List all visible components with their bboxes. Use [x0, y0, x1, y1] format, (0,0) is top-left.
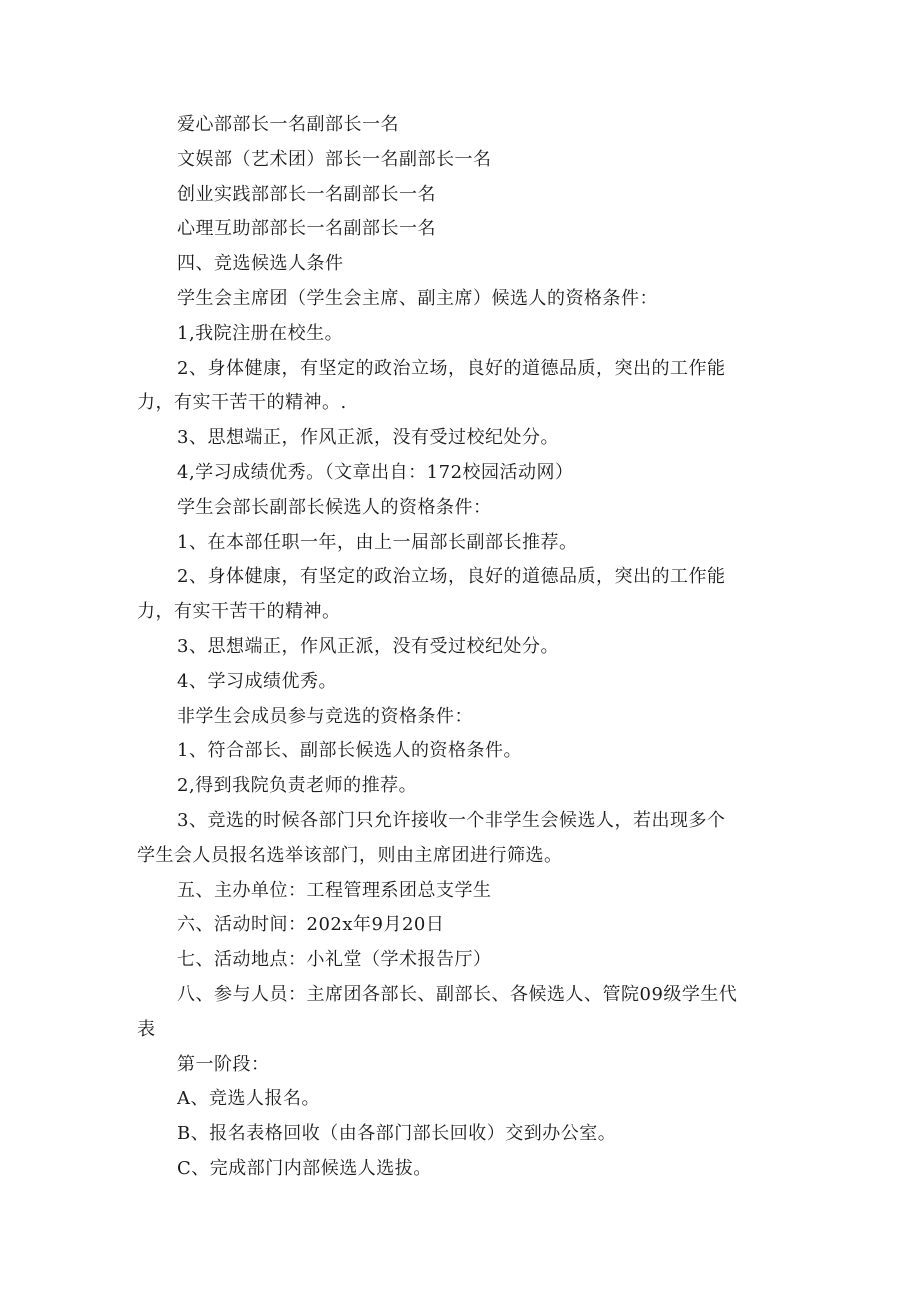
text-line: 3、竞选的时候各部门只允许接收一个非学生会候选人，若出现多个 [177, 809, 726, 831]
text-line: 学生会部长副部长候选人的资格条件： [177, 496, 492, 518]
text-line: 4、学习成绩优秀。 [177, 670, 337, 692]
text-line: 2、身体健康，有坚定的政治立场，良好的道德品质，突出的工作能 [177, 566, 726, 588]
text-line: 四、竞选候选人条件 [177, 253, 344, 275]
text-line: B、报名表格回收（由各部门部长回收）交到办公室。 [177, 1123, 617, 1145]
text-line: 文娱部（艺术团）部长一名副部长一名 [177, 148, 492, 170]
text-line: 八、参与人员：主席团各部长、副部长、各候选人、管院09级学生代 [177, 983, 738, 1005]
text-line: 2、身体健康，有坚定的政治立场，良好的道德品质，突出的工作能 [177, 357, 726, 379]
text-line: 力，有实干苦干的精神。. [137, 392, 347, 414]
text-line: 六、活动时间：202x年9月20日 [177, 914, 445, 936]
text-line: 3、思想端正，作风正派，没有受过校纪处分。 [177, 427, 559, 449]
text-line: 表 [137, 1018, 156, 1040]
text-line: 1、在本部任职一年，由上一届部长副部长推荐。 [177, 531, 578, 553]
text-line: 五、主办单位：工程管理系团总支学生 [177, 879, 492, 901]
text-line: 心理互助部部长一名副部长一名 [177, 218, 436, 240]
text-line: 2,得到我院负责老师的推荐。 [177, 775, 418, 797]
text-line: 非学生会成员参与竞选的资格条件： [177, 705, 473, 727]
text-line: C、完成部门内部候选人选拔。 [177, 1157, 432, 1179]
text-line: 4,学习成绩优秀。（文章出自：172校园活动网） [177, 461, 574, 483]
text-line: 1,我院注册在校生。 [177, 322, 344, 344]
document-body [137, 108, 787, 1187]
text-line: 七、活动地点：小礼堂（学术报告厅） [177, 949, 492, 971]
text-line: 学生会主席团（学生会主席、副主席）候选人的资格条件： [177, 287, 658, 309]
text-line: A、竞选人报名。 [177, 1088, 320, 1110]
text-line: 爱心部部长一名副部长一名 [177, 114, 399, 135]
text-line: 学生会人员报名选举该部门，则由主席团进行筛选。 [137, 844, 563, 866]
text-line: 创业实践部部长一名副部长一名 [177, 183, 436, 205]
text-line: 第一阶段： [177, 1053, 270, 1075]
text-line: 力，有实干苦干的精神。 [137, 601, 341, 623]
text-line: 1、符合部长、副部长候选人的资格条件。 [177, 740, 522, 762]
text-line: 3、思想端正，作风正派，没有受过校纪处分。 [177, 635, 559, 657]
